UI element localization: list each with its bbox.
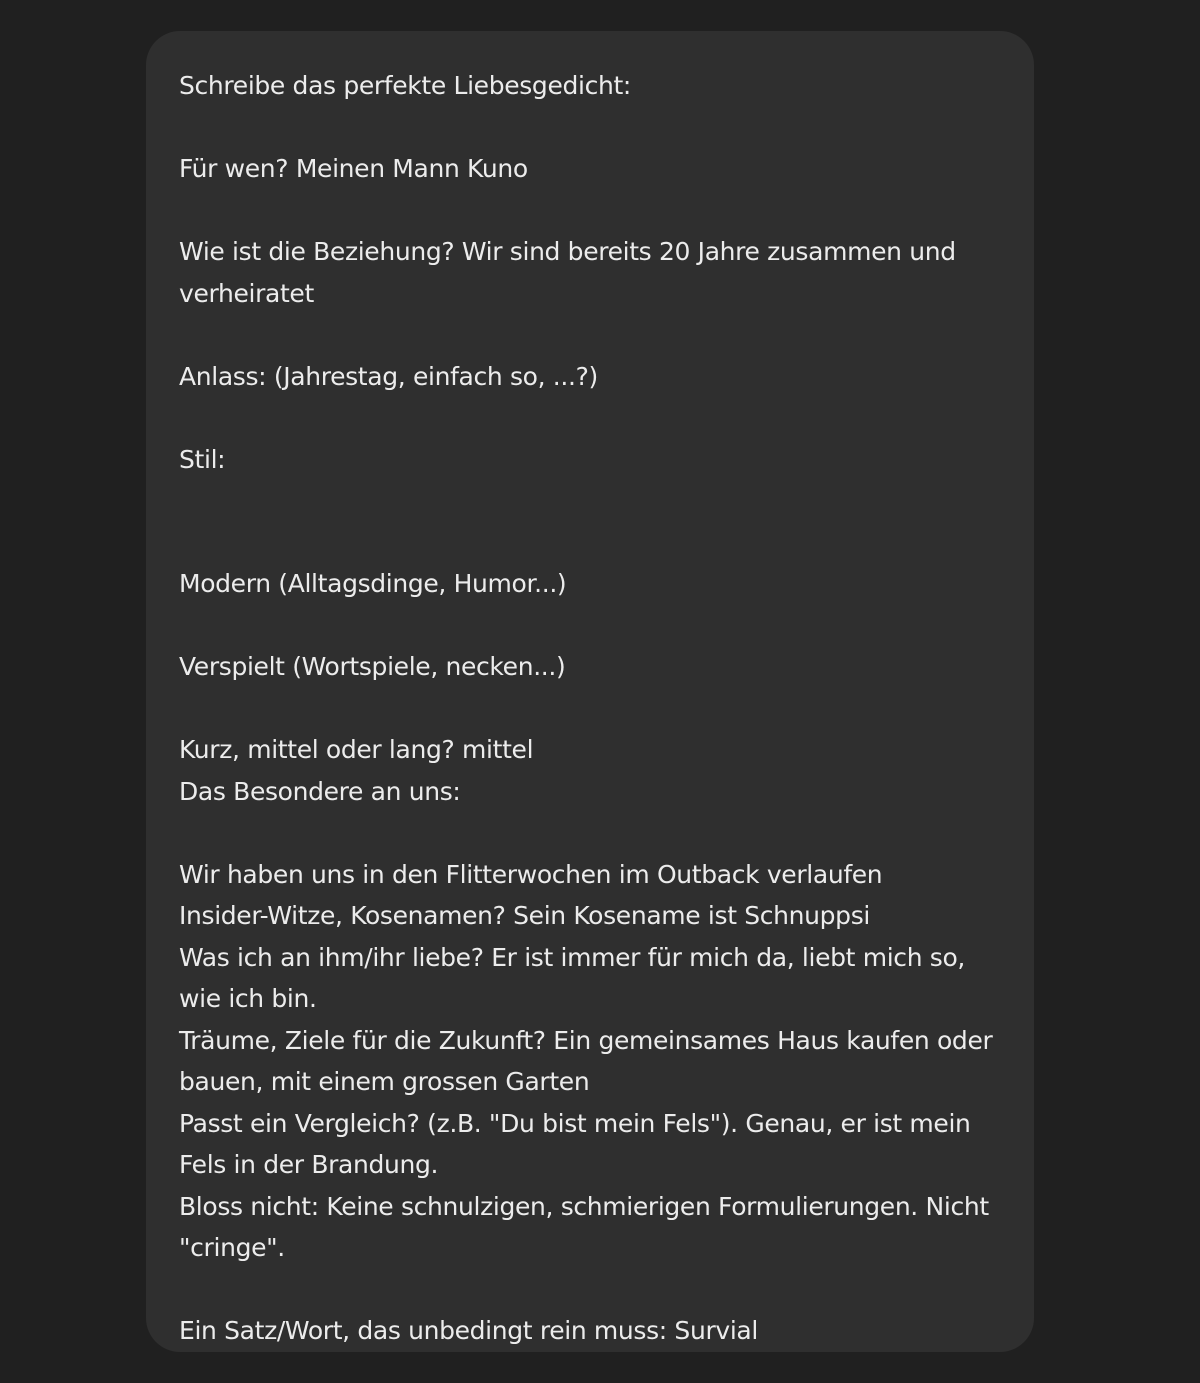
message-blank-line [179,397,1004,439]
message-line: Fels in der Brandung. [179,1150,439,1179]
message-line: "cringe". [179,1233,285,1262]
message-blank-line [179,1269,1004,1311]
message-blank-line [179,688,1004,730]
message-line: Passt ein Vergleich? (z.B. "Du bist mein Fels"). Genau, er ist mein [179,1108,971,1138]
message-line: Wir haben uns in den Flitterwochen im Outback verlaufen [179,859,883,889]
message-line: Ein Satz/Wort, das unbedingt rein muss: Survial [179,1316,758,1345]
message-line: Modern (Alltagsdinge, Humor...) [179,569,567,598]
message-blank-line [179,522,1004,564]
message-line: Verspielt (Wortspiele, necken...) [179,652,566,681]
message-line: Träume, Ziele für die Zukunft? Ein gemeinsames Haus kaufen oder [179,1025,993,1055]
message-line: Schreibe das perfekte Liebesgedicht: [179,71,631,100]
message-blank-line [179,812,1004,854]
message-line: Was ich an ihm/ihr liebe? Er ist immer für mich da, liebt mich so, [179,942,966,972]
message-blank-line [179,107,1004,149]
message-line: Bloss nicht: Keine schnulzigen, schmierigen Formulierungen. Nicht [179,1191,989,1221]
message-blank-line [179,480,1004,522]
message-line: Stil: [179,444,226,474]
message-line: verheiratet [179,278,314,308]
message-line: bauen, mit einem grossen Garten [179,1067,590,1096]
message-line: Das Besondere an uns: [179,776,461,806]
message-blank-line [179,190,1004,232]
message-blank-line [179,314,1004,356]
message-line: Kurz, mittel oder lang? mittel [179,735,534,764]
message-line: Wie ist die Beziehung? Wir sind bereits 20 Jahre zusammen und [179,237,956,266]
message-line: Für wen? Meinen Mann Kuno [179,154,528,183]
message-line: Anlass: (Jahrestag, einfach so, ...?) [179,361,598,391]
message-line: wie ich bin. [179,984,317,1013]
user-message-bubble [146,31,1034,1352]
message-blank-line [179,605,1004,647]
message-line: Insider-Witze, Kosenamen? Sein Kosename ist Schnuppsi [179,901,870,930]
